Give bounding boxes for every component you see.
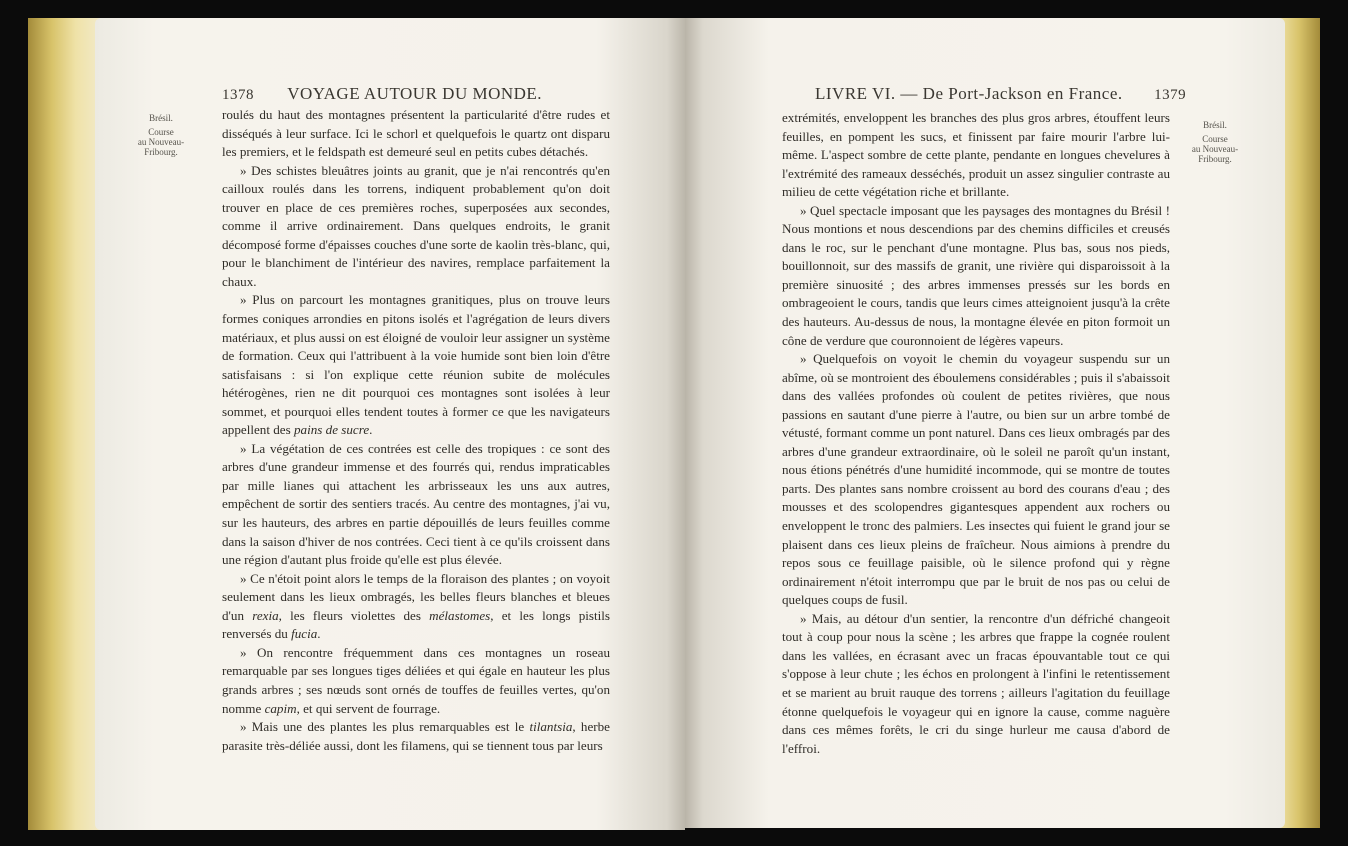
italic-term: pains de sucre	[294, 422, 370, 438]
paragraph: » Mais, au détour d'un sentier, la rencontre d'un défriché changeoit tout à coup pour nous la scène ; les arbres que frappe la cognée roulent dans les vallées, en écrasant avec un fracas épouvantable tout ce qui s'oppose à leur chute ; les échos en prolongent à l'infini le retentissement et se marient au bruit rauque des torrens ; ailleurs l'agitation du feuillage étonne quelquefois le voyageur qui en ignore la cause, comme naguère dans ces mêmes forêts, le cri du singe hurleur me causa d'abord de l'effroi.	[782, 610, 1170, 756]
left-page-number: 1378	[222, 87, 254, 103]
right-running-title: LIVRE VI. — De Port-Jackson en France.	[815, 84, 1123, 103]
paragraph: » Plus on parcourt les montagnes granitiques, plus on trouve leurs formes coniques arrondies en pitons isolés et l'agrégation de leurs divers matériaux, et plus aussi on est éloigné de vouloir leur assigner un système de formation. Ceux qui l'attribuent à la voie humide sont bien loin d'être satisfaisans : si l'on explique cette réunion subite de molécules hétérogènes, rien ne dit pourquoi ces montagnes sont isolées à leur sommet, et pourquoi elles tendent toutes à former ce que les navigateurs appellent des pains de sucre.	[222, 292, 610, 438]
margin-note-line: Course	[1202, 134, 1228, 144]
italic-term: tilantsia	[529, 719, 573, 735]
italic-term: fucia	[291, 626, 318, 642]
margin-note-place: Brésil.	[149, 113, 173, 123]
italic-term: capim	[264, 700, 297, 716]
paragraph: extrémités, enveloppent les branches des plus gros arbres, étouffent leurs feuilles, en pompent les sucs, et finissent par faire mourir l'arbre lui-même. L'aspect sombre de cette plante, pendante en longues chevelures à l'extrémité des rameaux desséchés, produit un assez singulier contraste au milieu de cette végétation riche et brillante.	[782, 110, 1170, 200]
right-running-head	[815, 84, 1186, 104]
paragraph: » On rencontre fréquemment dans ces montagnes un roseau remarquable par ses longues tiges déliées et qui égale en hauteur les plus grands arbres ; ses nœuds sont ornés de touffes de feuilles vertes, qu'on nomme capim, et qui servent de fourrage.	[222, 644, 610, 716]
italic-term: rexia	[252, 607, 279, 623]
left-body-text	[222, 106, 610, 755]
margin-note-line: au Nouveau-	[1191, 144, 1239, 154]
left-running-title: VOYAGE AUTOUR DU MONDE.	[287, 84, 543, 103]
left-running-head	[222, 84, 542, 104]
margin-note-line: Fribourg.	[144, 147, 178, 157]
right-page-number: 1379	[1154, 87, 1187, 103]
margin-note-line: au Nouveau-	[137, 137, 185, 147]
left-page	[95, 18, 685, 830]
paragraph: » Quel spectacle imposant que les paysages des montagnes du Brésil ! Nous montions et nous descendions par des chemins difficiles et creusés dans le roc, sur le penchant d'une montagne. Plus bas, sous nos pieds, bouillonnoit, sur des massifs de granit, une rivière qui disparoissoit à la première sinuosité ; des arbres immenses pressés sur les bords en ombrageoient le cours, tandis que leurs cimes atteignoient jusqu'à la crête des hauteurs. Au-dessus de nous, la montagne élevée en piton formoit un cône de verdure que couronnoient de légères vapeurs.	[782, 202, 1170, 348]
margin-note-line: Fribourg.	[1198, 154, 1232, 164]
right-body-text	[782, 109, 1170, 758]
italic-term: mélastomes	[429, 607, 491, 623]
left-margin-note	[131, 113, 191, 157]
paragraph: » Mais une des plantes les plus remarquables est le tilantsia, herbe parasite très-déliée aussi, dont les filamens, qui se tiennent tous par leurs	[222, 719, 610, 753]
paragraph: » La végétation de ces contrées est celle des tropiques : ce sont des arbres d'une grandeur immense et des fourrés qui, rendus impraticables par mille lianes qui attachent les arbrisseaux les uns aux autres, empêchent de sortir des sentiers tracés. Au centre des montagnes, j'ai vu, sur les hauteurs, des arbres en partie dépouillés de leurs feuilles comme dans la saison d'hiver de nos contrées. Ceci tient à ce qu'ils croissent dans une région d'autant plus froide qu'elle est plus élevée.	[222, 440, 610, 568]
paragraph: » Des schistes bleuâtres joints au granit, que je n'ai rencontrés qu'en cailloux roulés dans les torrens, indiquent probablement qu'on doit trouver en place de ces premières roches, superposées aux secondes, comme il arrive ordinairement. Dans quelques endroits, le granit décomposé forme d'épaisses couches d'une sorte de kaolin très-blanc, qui, pour le blanchiment de l'intérieur des navires, remplace parfaitement la chaux.	[222, 162, 610, 289]
paragraph: » Quelquefois on voyoit le chemin du voyageur suspendu sur un abîme, où se montroient des éboulemens considérables ; puis il s'abaissoit dans des vallées profondes où coulent de petites rivières, que nous passions en sautant d'une pierre à l'autre, ou bien sur un arbre tombé de vétusté, formant comme un pont naturel. Dans ces lieux ombragés par des arbres d'une grandeur extraordinaire, où le soleil ne paroît qu'un instant, nous étions pénétrés d'une humidité incommode, qui se montre de toutes parts. Des plantes sans nombre croissent au bord des courans d'eau ; des mousses et des scolopendres gigantesques appendent aux rochers ou enveloppent le tronc des palmiers. Les insectes qui fuient le grand jour se plaisent dans ces lieux pleins de fraîcheur. Nous aimions à prendre du repos sous ce feuillage paisible, où le silence profond qui y règne ordinairement n'étoit interrompu que par le bruit de nos pas ou celui de quelques coups de fusil.	[782, 351, 1170, 608]
margin-note-line: Course	[148, 127, 174, 137]
right-page	[685, 18, 1285, 828]
right-margin-note	[1185, 120, 1245, 164]
paragraph: » Ce n'étoit point alors le temps de la floraison des plantes ; on voyoit seulement dans les lieux ombragés, les belles fleurs blanches et bleues d'un rexia, les fleurs violettes des mélastomes, et les longs pistils renversés du fucia.	[222, 570, 610, 642]
margin-note-place: Brésil.	[1203, 120, 1227, 130]
paragraph: roulés du haut des montagnes présentent la particularité d'être rudes et disséqués à leur surface. Ici le schorl et quelquefois le quartz ont disparu les premiers, et le feldspath est demeuré seul en petits cubes détachés.	[222, 107, 610, 160]
